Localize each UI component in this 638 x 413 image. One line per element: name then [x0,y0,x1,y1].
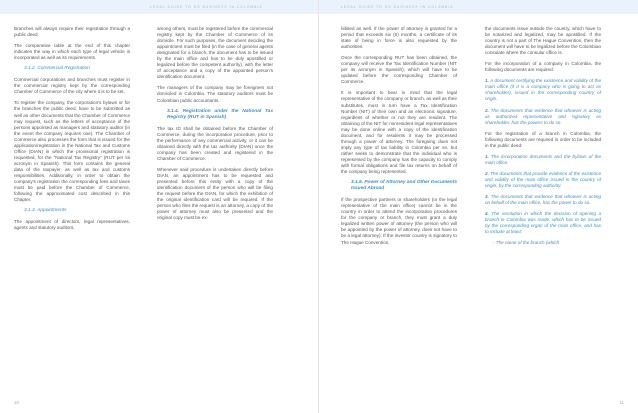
paragraph: To register the company, the corporation's bylaws or for the branches the public deed, have to be submitted as well as other documents that the Chamber of Commerce may request, such as the letters of acceptance of the persons appointed as managers and statutory auditor (in the event the company requires one). The Chamber of Commerce also processes the form that is issued for the application/registration in the National Tax and Customs Office (DIAN) in which the provisional registration is requested, for the "National Tax Registry" (RUT per its acronym in Spanish). This form contains the general data of the taxpayer, as well as tax and customs responsibilities. Additionally, in order to obtain the company's registration the corresponding fees and taxes must be paid before the Chamber of Commerce, following the approximated cost described in this Chapter. [14,100,130,203]
paragraph: the documents issue outside the country, which have to be notarized and legalized, may be apostilled. If the country is not a part of The Hague Convention, then the document will have to be legalized before the Colombian consulate where the consular office is. [485,26,601,56]
paragraph: It is important to bear in mind that the legal representative of the company or branch, as well as their substitutes, must in turn have a Tax Identification Number (NIT) of their own and an electronic signature, regardless of whether or not they are resident. The obtaining of the NIT for nonresident legal representatives may be done online with a copy of the identification document, and for residents it may be processed through a power of attorney. The foregoing does not imply any type of tax liability in Colombia per se, but rather seeks to demonstrate that the individual who is represented by the company has the capacity to comply with formal obligations and file tax returns on behalf of the company being represented. [341,90,457,175]
page-number: 11 [619,400,624,405]
column-1 [14,26,130,236]
paragraph: For the registration of a branch in Colombia, the following documents are required in order to be included in the public deed: [485,130,601,148]
column-2 [157,26,273,226]
paragraph: among others, must be registered before the commercial registry kept by the Chamber of Commerce of its domicile. For such purposes, the document deciding the appointment must be filed (in the case of general agents designated for a branch, the document has to be issued by the main office and has to be duly apostilled or legalized before the competent authority), with the letter of acceptance and a copy of the appointed person's identification document. [157,26,273,80]
section-heading: 3.1.2. Commercial Registration [24,66,90,72]
running-header: LEGAL GUIDE TO DO BUSINESS IN COLOMBIA [150,5,263,9]
requirement-item: 1. A document certifying the existence and validity of the main office (if it is a company who is going to act as shareholder), issued in the corresponding country of origin. [485,78,602,102]
paragraph: The comparative table at the end of this chapter indicates the way in which each type of legal vehicle is incorporated as well as its requirements. [14,43,130,61]
section-heading: 3.1.3. Appointments [24,208,67,214]
paragraph: Once the corresponding RUT has been obtained, the company will receive the Tax Identification Number (NIT per its acronym in Spanish), which will have to be updated before the corresponding Chamber of Commerce. [341,55,457,85]
column-4 [485,26,601,251]
column-3 [341,26,457,251]
paragraph: Whenever said procedure is undertaken directly before DIAN, an appointment has to be requested and presented before this entity with a copy of the identification document of the person who will be filing the request before the DIAN, for which the exhibition of the original identification card will be required. If the person who files the request is an attorney, a copy of the power of attorney must also be presented and the original copy must be ex- [157,166,273,221]
requirement-item: 1. The incorporation documents and the bylaws of the main office. [485,153,602,165]
paragraph: If the prospective partners or shareholders (or the legal representative of the main office) cannot be in the country in order to attend the incorporation procedures for the company or branch, they must grant a duly legalized written power of attorney (the person who will be appointed by the power of attorney, does not have to be a legal attorney). If the investor country is signatory to The Hague Convention, [341,197,457,245]
requirement-subitem: - The name of the branch (which [493,240,560,246]
requirement-item: 2. The documents that evidence that whoever is acting as authorized representative and signatory as shareholder, has the powers to do so. [485,107,601,125]
running-header: LEGAL GUIDE TO DO BUSINESS IN COLOMBIA [341,5,454,9]
right-page [319,0,638,413]
paragraph: For the incorporation of a company in Colombia, the following documents are required: [485,61,601,73]
requirement-item: 4. The resolution in which the decision of opening a branch in Colombia was made, which has to be issued by the corresponding organ of the main office, and has to include at least: [485,211,601,235]
paragraph: hibited as well. If the power of attorney is granted for a period that exceeds six (6) months, a certificate of its state of being in force is also requested by the authorities. [341,26,457,50]
paragraph: Branches will always require their registration through a public deed. [14,26,130,38]
requirement-item: 3. The documents that evidence that whoever is acting on behalf of the main office, has the power to do so. [485,194,601,206]
requirement-item: 2. The documents that provide evidence of the existence and validity of the main office issued in the country of origin, by the corresponding authority. [485,170,602,188]
paragraph: The tax ID shall be obtained before the Chamber of Commerce, during the incorporation procedure, prior to the performance of any commercial activity, or it can be obtained directly with the tax authority (DIAN) once the company has been created and registered in the Chamber of Commerce. [157,125,273,161]
page-number: 10 [14,400,20,405]
section-heading: 3.1.4. Registration under the National Tax Registry (RUT in Spanish) [167,108,273,120]
section-heading: 3.1.5. Power of Attorney and Other Documents Issued Abroad [351,180,457,192]
paragraph: Commercial corporations and branches must register in the commercial registry kept by the corresponding Chamber of Commerce of the city where it is to be set. [14,77,130,95]
paragraph: The managers of the company may be foreigners not domiciled in Colombia. The statutory auditors must be Colombian public accountants. [157,85,273,103]
paragraph: The appointment of directors, legal representatives, agents and statutory auditors, [14,219,130,231]
